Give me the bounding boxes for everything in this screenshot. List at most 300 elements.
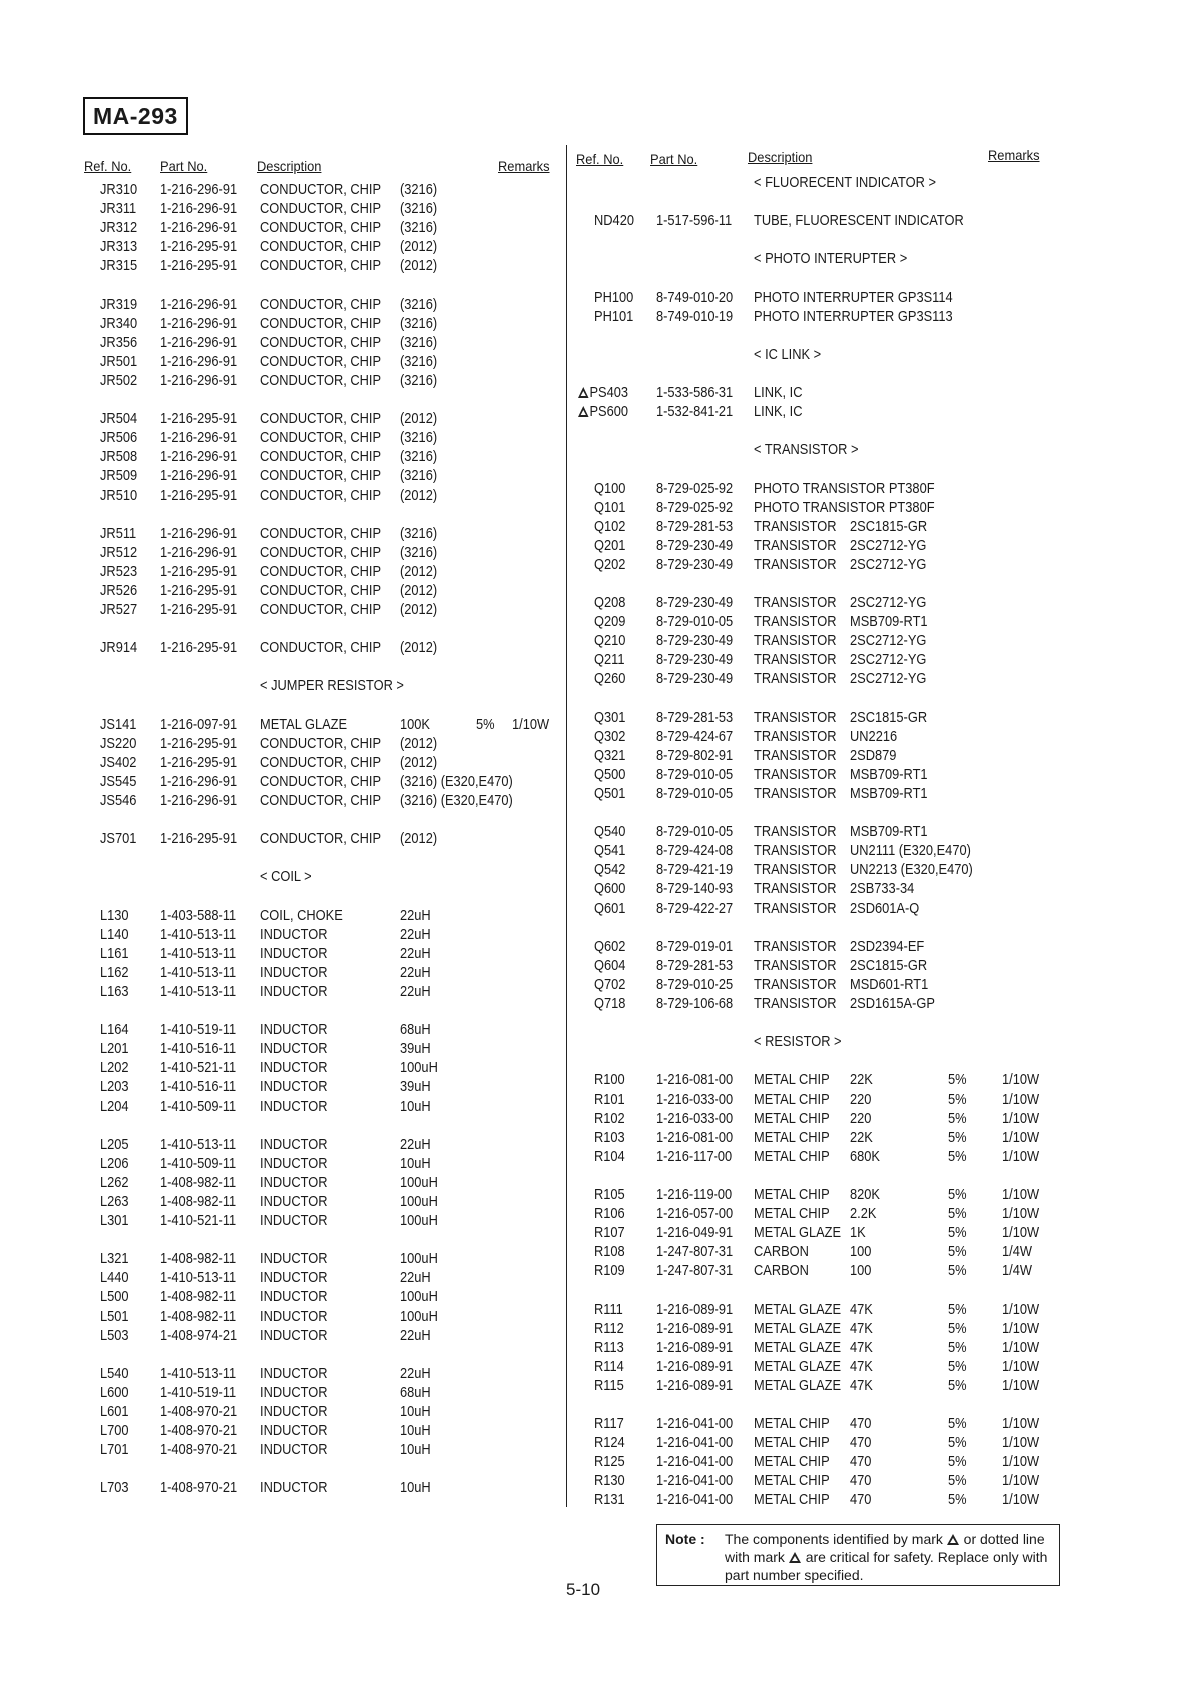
cell-ref-no: L161 [100, 945, 129, 962]
cell-ref-no: L600 [100, 1384, 129, 1401]
cell-ref-no: R112 [594, 1320, 624, 1337]
cell-value: (3216) [400, 296, 438, 313]
cell-description: INDUCTOR [260, 1384, 328, 1401]
cell-part-no: 1-216-295-91 [160, 640, 238, 657]
cell-description: TUBE, FLUORESCENT INDICATOR [754, 213, 964, 230]
cell-description: TRANSISTOR [754, 900, 837, 917]
cell-part-no: 1-410-519-11 [160, 1022, 237, 1039]
cell-part-no: 8-729-230-49 [656, 556, 734, 573]
part-row [84, 773, 564, 792]
cell-value: 22K [850, 1072, 873, 1089]
part-row [84, 1212, 564, 1231]
cell-part-no: 8-729-422-27 [656, 900, 734, 917]
cell-description: INDUCTOR [260, 1289, 328, 1306]
cell-value: (3216) (E320,E470) [400, 793, 513, 809]
cell-ref-no: ND420 [594, 213, 634, 230]
cell-wattage: 1/10W [1002, 1358, 1040, 1375]
cell-tolerance: 5% [948, 1263, 967, 1280]
cell-value: 2SC2712-YG [850, 633, 927, 650]
cell-ref-no: JR340 [100, 315, 138, 332]
cell-value: 100 [850, 1244, 872, 1261]
cell-description: METAL GLAZE [754, 1320, 842, 1337]
cell-description: INDUCTOR [260, 964, 328, 981]
cell-part-no: 1-408-982-11 [160, 1174, 237, 1191]
page-number: 5-10 [566, 1580, 601, 1599]
cell-part-no: 1-216-296-91 [160, 372, 238, 389]
part-row [576, 995, 1096, 1014]
cell-ref-no: Q321 [594, 747, 626, 764]
cell-value: 10uH [400, 1155, 431, 1172]
cell-wattage: 1/10W [1002, 1225, 1040, 1242]
cell-value: 10uH [400, 1442, 431, 1459]
cell-ref-no: JR310 [100, 182, 138, 198]
cell-ref-no: JR312 [100, 220, 138, 237]
cell-value: 22uH [400, 945, 431, 962]
cell-ref-no: R114 [594, 1358, 624, 1375]
cell-ref-no: R103 [594, 1129, 625, 1146]
cell-value: MSB709-RT1 [850, 786, 928, 802]
cell-ref-no: L206 [100, 1155, 129, 1172]
cell-wattage: 1/10W [1002, 1339, 1040, 1356]
cell-description: INDUCTOR [260, 1213, 328, 1230]
cell-ref-no: R102 [594, 1110, 625, 1127]
cell-value: 2SC2712-YG [850, 537, 927, 554]
cell-description: INDUCTOR [260, 1308, 328, 1325]
cell-description: CONDUCTOR, CHIP [260, 831, 382, 848]
cell-value: 470 [850, 1492, 872, 1509]
cell-description: TRANSISTOR [754, 938, 837, 955]
header-part-no: Part No. [160, 158, 208, 174]
part-row [576, 823, 1096, 842]
cell-part-no: 1-410-521-11 [160, 1213, 237, 1230]
cell-description: CONDUCTOR, CHIP [260, 544, 382, 561]
part-row [576, 537, 1096, 556]
cell-description: CONDUCTOR, CHIP [260, 315, 382, 332]
cell-part-no: 8-729-230-49 [656, 595, 734, 612]
cell-ref-no: R117 [594, 1416, 624, 1433]
section-heading [576, 441, 1096, 460]
cell-ref-no: R115 [594, 1377, 624, 1394]
cell-wattage: 1/10W [512, 716, 550, 733]
row-spacer [84, 697, 564, 716]
cell-description: INDUCTOR [260, 1174, 328, 1191]
part-row [84, 639, 564, 658]
part-row [84, 1059, 564, 1078]
cell-ref-no: JS701 [100, 831, 137, 848]
ref-no-text: PS600 [589, 404, 629, 421]
cell-value: 100uH [400, 1308, 438, 1325]
cell-ref-no: JR319 [100, 296, 138, 313]
cell-ref-no: JR313 [100, 239, 138, 256]
cell-ref-no: JR526 [100, 582, 138, 599]
row-spacer [84, 811, 564, 830]
cell-part-no: 1-216-295-91 [160, 563, 238, 580]
part-row [576, 728, 1096, 747]
cell-part-no: 1-216-119-00 [656, 1186, 733, 1203]
cell-part-no: 1-216-296-91 [160, 182, 238, 198]
cell-ref-no [578, 403, 628, 422]
cell-value: 22K [850, 1129, 873, 1146]
section-heading-text: < FLUORECENT INDICATOR > [754, 175, 936, 191]
cell-ref-no: Q602 [594, 938, 626, 955]
cell-description: INDUCTOR [260, 926, 328, 943]
cell-value: 220 [850, 1110, 872, 1127]
cell-part-no: 1-410-513-11 [160, 1365, 237, 1382]
cell-description: CONDUCTOR, CHIP [260, 468, 382, 485]
cell-description: INDUCTOR [260, 1480, 328, 1497]
cell-description: TRANSISTOR [754, 518, 837, 535]
cell-part-no: 1-410-513-11 [160, 983, 237, 1000]
cell-value: (2012) [400, 754, 438, 771]
part-row [84, 1040, 564, 1059]
cell-description: CONDUCTOR, CHIP [260, 372, 382, 389]
part-row [576, 938, 1096, 957]
cell-part-no: 8-729-424-67 [656, 728, 734, 745]
part-row [576, 670, 1096, 689]
parts-list-right [576, 174, 1096, 1511]
cell-value: 22uH [400, 1136, 431, 1153]
cell-ref-no: L162 [100, 964, 129, 981]
header-remarks: Remarks [988, 147, 1040, 163]
cell-description: INDUCTOR [260, 1022, 328, 1039]
cell-description: METAL GLAZE [754, 1225, 842, 1242]
cell-wattage: 1/10W [1002, 1320, 1040, 1337]
part-row [576, 1472, 1096, 1491]
cell-description: CONDUCTOR, CHIP [260, 258, 382, 275]
part-row [84, 448, 564, 467]
cell-part-no: 1-410-513-11 [160, 926, 237, 943]
cell-part-no: 1-216-296-91 [160, 201, 238, 218]
part-row [576, 499, 1096, 518]
cell-wattage: 1/4W [1002, 1263, 1032, 1280]
part-row [84, 1193, 564, 1212]
cell-wattage: 1/10W [1002, 1148, 1040, 1165]
cell-tolerance: 5% [948, 1320, 967, 1337]
cell-part-no: 1-408-982-11 [160, 1193, 237, 1210]
cell-part-no: 8-729-281-53 [656, 518, 734, 535]
part-row [84, 582, 564, 601]
cell-description: METAL CHIP [754, 1129, 830, 1146]
cell-value: (2012) [400, 602, 438, 619]
part-row [84, 296, 564, 315]
cell-wattage: 1/4W [1002, 1244, 1032, 1261]
cell-description: CONDUCTOR, CHIP [260, 602, 382, 619]
cell-ref-no: L301 [100, 1213, 129, 1230]
cell-ref-no: R124 [594, 1435, 625, 1452]
part-row [576, 212, 1096, 231]
part-row [576, 880, 1096, 899]
cell-ref-no: L321 [100, 1251, 129, 1268]
cell-part-no: 1-216-041-00 [656, 1435, 734, 1452]
cell-value: (3216) [400, 525, 438, 542]
cell-part-no: 1-410-513-11 [160, 945, 237, 962]
cell-part-no: 8-729-140-93 [656, 881, 734, 898]
cell-ref-no: JR510 [100, 487, 138, 504]
cell-ref-no: JR315 [100, 258, 138, 275]
cell-part-no: 1-216-033-00 [656, 1110, 734, 1127]
part-row [576, 480, 1096, 499]
cell-part-no: 8-729-230-49 [656, 633, 734, 650]
row-spacer [576, 269, 1096, 288]
cell-value: 2SC1815-GR [850, 957, 928, 974]
cell-part-no: 8-729-010-05 [656, 824, 734, 841]
row-spacer [84, 1117, 564, 1136]
cell-tolerance: 5% [948, 1186, 967, 1203]
cell-value: 2SD601A-Q [850, 900, 920, 917]
cell-wattage: 1/10W [1002, 1416, 1040, 1433]
cell-description: METAL CHIP [754, 1435, 830, 1452]
cell-value: 39uH [400, 1079, 431, 1096]
cell-ref-no: JR502 [100, 372, 138, 389]
cell-part-no: 8-729-010-25 [656, 976, 734, 993]
part-row [84, 1174, 564, 1193]
part-row [84, 716, 564, 735]
cell-part-no: 1-408-974-21 [160, 1327, 238, 1344]
cell-ref-no: Q201 [594, 537, 626, 554]
cell-part-no: 1-216-296-91 [160, 430, 238, 447]
cell-value: 2SC2712-YG [850, 595, 927, 612]
cell-part-no: 1-533-586-31 [656, 385, 734, 402]
cell-part-no: 8-729-421-19 [656, 862, 734, 879]
cell-value: 470 [850, 1435, 872, 1452]
part-row [84, 983, 564, 1002]
cell-tolerance: 5% [948, 1358, 967, 1375]
section-heading [576, 250, 1096, 269]
cell-part-no: 1-216-296-91 [160, 773, 238, 790]
cell-part-no: 1-408-982-11 [160, 1289, 237, 1306]
part-row [576, 1071, 1096, 1090]
cell-tolerance: 5% [948, 1225, 967, 1242]
cell-description: METAL GLAZE [754, 1377, 842, 1394]
cell-value: 47K [850, 1320, 873, 1337]
section-heading [576, 1033, 1096, 1052]
cell-description: PHOTO INTERRUPTER GP3S113 [754, 308, 953, 325]
cell-value: 2SC2712-YG [850, 671, 927, 688]
cell-part-no: 1-408-970-21 [160, 1442, 238, 1459]
cell-value: 2SC1815-GR [850, 709, 928, 726]
cell-part-no: 1-216-089-91 [656, 1377, 734, 1394]
cell-part-no: 8-729-010-05 [656, 786, 734, 802]
cell-ref-no: Q209 [594, 614, 626, 631]
cell-part-no: 1-216-296-91 [160, 315, 238, 332]
row-spacer [576, 690, 1096, 709]
cell-value: 470 [850, 1416, 872, 1433]
section-heading [84, 677, 564, 696]
cell-description: INDUCTOR [260, 1327, 328, 1344]
cell-value: (2012) [400, 411, 438, 428]
cell-part-no: 1-408-970-21 [160, 1423, 238, 1440]
cell-ref-no: JR914 [100, 640, 138, 657]
cell-part-no: 1-216-089-91 [656, 1301, 734, 1318]
cell-ref-no: JS220 [100, 735, 137, 752]
safety-warning-icon [789, 1552, 801, 1563]
cell-description: TRANSISTOR [754, 766, 837, 783]
row-spacer [84, 391, 564, 410]
row-spacer [576, 231, 1096, 250]
cell-description: CONDUCTOR, CHIP [260, 640, 382, 657]
cell-ref-no: L701 [100, 1442, 129, 1459]
cell-ref-no: JR509 [100, 468, 138, 485]
cell-part-no: 8-729-010-05 [656, 766, 734, 783]
cell-part-no: 1-410-516-11 [160, 1079, 237, 1096]
cell-description: TRANSISTOR [754, 633, 837, 650]
cell-tolerance: 5% [948, 1435, 967, 1452]
cell-description: TRANSISTOR [754, 881, 837, 898]
part-row [576, 518, 1096, 537]
safety-warning-icon [578, 387, 589, 398]
cell-description: LINK, IC [754, 385, 803, 402]
cell-value: 2SD879 [850, 747, 897, 764]
cell-value: (3216) [400, 182, 438, 198]
cell-part-no: 1-410-519-11 [160, 1384, 237, 1401]
cell-description: CONDUCTOR, CHIP [260, 487, 382, 504]
cell-part-no: 1-216-295-91 [160, 602, 238, 619]
cell-description: CONDUCTOR, CHIP [260, 793, 382, 809]
cell-part-no: 1-216-097-91 [160, 716, 238, 733]
row-spacer [576, 1396, 1096, 1415]
cell-description: METAL CHIP [754, 1091, 830, 1108]
cell-part-no: 1-408-970-21 [160, 1480, 238, 1497]
cell-part-no: 1-216-041-00 [656, 1473, 734, 1490]
cell-ref-no: R131 [594, 1492, 625, 1509]
cell-value: (3216) [400, 353, 438, 370]
cell-description: CONDUCTOR, CHIP [260, 525, 382, 542]
cell-part-no: 8-729-025-92 [656, 499, 734, 516]
cell-part-no: 8-729-010-05 [656, 614, 734, 631]
cell-ref-no: JS546 [100, 793, 137, 809]
cell-value: 22uH [400, 1270, 431, 1287]
cell-part-no: 1-216-081-00 [656, 1129, 734, 1146]
cell-value: 10uH [400, 1404, 431, 1420]
cell-value: 22uH [400, 1365, 431, 1382]
part-row [84, 754, 564, 773]
part-row [576, 1224, 1096, 1243]
cell-part-no: 1-410-513-11 [160, 1270, 237, 1287]
cell-value: 2SB733-34 [850, 881, 915, 898]
cell-description: CONDUCTOR, CHIP [260, 182, 382, 198]
section-heading [576, 346, 1096, 365]
part-row [576, 594, 1096, 613]
cell-tolerance: 5% [948, 1492, 967, 1509]
cell-value: 2SD1615A-GP [850, 996, 935, 1013]
note-label: Note : [665, 1531, 705, 1547]
cell-description: PHOTO TRANSISTOR PT380F [754, 499, 935, 516]
cell-part-no: 1-216-296-91 [160, 449, 238, 466]
cell-description: CARBON [754, 1244, 809, 1261]
cell-part-no: 1-216-295-91 [160, 831, 238, 848]
cell-value: 47K [850, 1377, 873, 1394]
cell-part-no: 8-729-424-08 [656, 843, 734, 860]
part-row [576, 957, 1096, 976]
part-row [576, 403, 1096, 422]
cell-description: INDUCTOR [260, 1193, 328, 1210]
part-row [84, 735, 564, 754]
cell-description: INDUCTOR [260, 1098, 328, 1115]
part-row [84, 372, 564, 391]
part-row [576, 1129, 1096, 1148]
section-heading [576, 174, 1096, 193]
row-spacer [84, 1231, 564, 1250]
cell-ref-no: Q501 [594, 786, 626, 802]
cell-value: 2SC2712-YG [850, 556, 927, 573]
cell-value: (2012) [400, 640, 438, 657]
cell-wattage: 1/10W [1002, 1473, 1040, 1490]
cell-description: INDUCTOR [260, 945, 328, 962]
cell-tolerance: 5% [948, 1473, 967, 1490]
safety-warning-icon [578, 406, 589, 417]
cell-ref-no: R105 [594, 1186, 625, 1203]
cell-part-no: 1-216-296-91 [160, 525, 238, 542]
cell-description: TRANSISTOR [754, 996, 837, 1013]
cell-ref-no: Q208 [594, 595, 626, 612]
cell-part-no: 1-216-057-00 [656, 1206, 734, 1223]
cell-description: TRANSISTOR [754, 709, 837, 726]
cell-part-no: 8-729-019-01 [656, 938, 734, 955]
cell-value: 22uH [400, 926, 431, 943]
part-row [84, 410, 564, 429]
cell-description: TRANSISTOR [754, 786, 837, 802]
cell-part-no: 1-216-295-91 [160, 735, 238, 752]
cell-ref-no: L205 [100, 1136, 129, 1153]
cell-part-no: 8-729-106-68 [656, 996, 734, 1013]
part-row [84, 353, 564, 372]
cell-wattage: 1/10W [1002, 1129, 1040, 1146]
part-row [84, 563, 564, 582]
cell-description: CONDUCTOR, CHIP [260, 220, 382, 237]
cell-description: METAL GLAZE [754, 1339, 842, 1356]
row-spacer [576, 460, 1096, 479]
part-row [84, 1308, 564, 1327]
cell-value: MSB709-RT1 [850, 824, 928, 841]
cell-ref-no: L202 [100, 1060, 129, 1077]
cell-ref-no: Q102 [594, 518, 626, 535]
cell-value: 470 [850, 1473, 872, 1490]
cell-ref-no: L540 [100, 1365, 129, 1382]
cell-part-no: 1-216-295-91 [160, 411, 238, 428]
cell-description: INDUCTOR [260, 1136, 328, 1153]
cell-part-no: 1-532-841-21 [656, 404, 734, 421]
cell-ref-no: Q500 [594, 766, 626, 783]
cell-wattage: 1/10W [1002, 1186, 1040, 1203]
row-spacer [84, 1346, 564, 1365]
cell-description: TRANSISTOR [754, 843, 837, 860]
cell-value: 10uH [400, 1423, 431, 1440]
cell-value: (3216) [400, 372, 438, 389]
cell-part-no: 1-216-089-91 [656, 1320, 734, 1337]
note-text-part: or dotted line with mark [725, 1531, 1045, 1565]
cell-wattage: 1/10W [1002, 1110, 1040, 1127]
cell-value: MSB709-RT1 [850, 614, 928, 631]
part-row [84, 1403, 564, 1422]
row-spacer [576, 1052, 1096, 1071]
cell-description: METAL GLAZE [260, 716, 348, 733]
cell-value: 10uH [400, 1098, 431, 1115]
row-spacer [576, 1014, 1096, 1033]
cell-description: COIL, CHOKE [260, 907, 343, 924]
row-spacer [84, 1002, 564, 1021]
cell-description: TRANSISTOR [754, 862, 837, 879]
part-row [84, 945, 564, 964]
cell-description: TRANSISTOR [754, 537, 837, 554]
cell-description: METAL CHIP [754, 1148, 830, 1165]
cell-ref-no: R107 [594, 1225, 625, 1242]
cell-value: 22uH [400, 1327, 431, 1344]
cell-ref-no: L503 [100, 1327, 129, 1344]
cell-description: CARBON [754, 1263, 809, 1280]
cell-description: METAL GLAZE [754, 1301, 842, 1318]
part-row [576, 785, 1096, 804]
document-title: MA-293 [83, 97, 188, 135]
